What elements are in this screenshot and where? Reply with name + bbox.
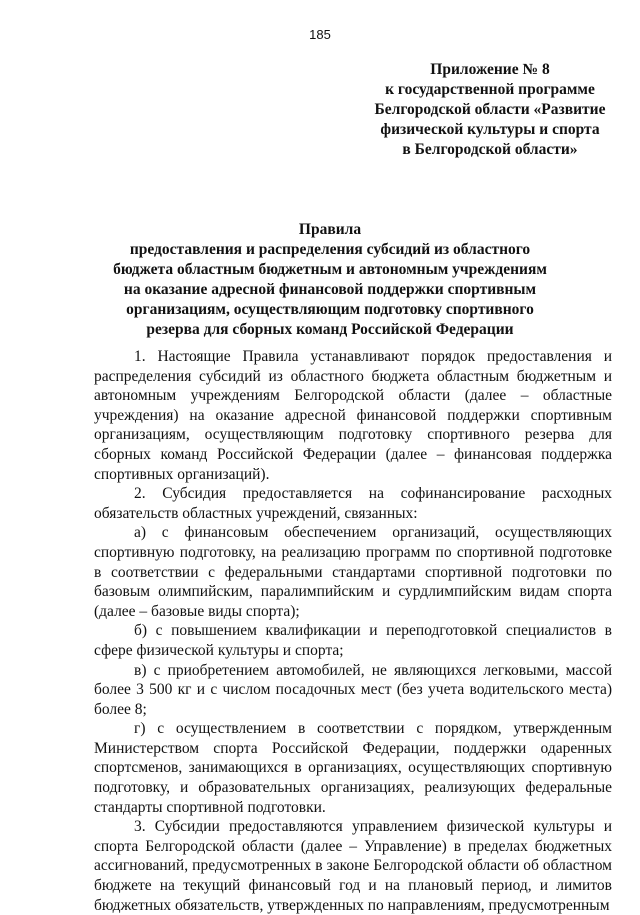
title-line: бюджета областным бюджетным и автономным учреждениям xyxy=(113,261,547,278)
title-line: предоставления и распределения субсидий из областного xyxy=(129,241,531,258)
title-line: на оказание адресной финансовой поддержки спортивным xyxy=(123,281,537,298)
appendix-line: Приложение № 8 xyxy=(430,61,550,78)
title-line: организациям, осуществляющим подготовку спортивного xyxy=(126,301,534,318)
appendix-line: физической культуры и спорта xyxy=(380,121,600,138)
paragraph-2v: в) с приобретением автомобилей, не являющихся легковыми, массой более 3 500 кг и с числом посадочных мест (без учета водительского места) более 8; xyxy=(94,661,612,718)
appendix-line: к государственной программе xyxy=(385,81,595,98)
title-line: резерва для сборных команд Российской Федерации xyxy=(146,321,514,338)
appendix-line: Белгородской области «Развитие xyxy=(374,101,606,118)
document-body xyxy=(94,347,612,915)
paragraph-2a: а) с финансовым обеспечением организаций, осуществляющих спортивную подготовку, на реализацию программ по спортивной подготовке в соответствии с федеральными стандартами спортивной подготовки по базовым олимпийским, паралимпийским и сурдлимпийским видам спорта (далее – базовые виды спорта); xyxy=(94,524,612,620)
title-line: Правила xyxy=(298,221,362,238)
paragraph-2: 2. Субсидия предоставляется на софинансирование расходных обязательств областных учреждений, связанных: xyxy=(94,485,612,522)
paragraph-2b: б) с повышением квалификации и переподготовкой специалистов в сфере физической культуры и спорта; xyxy=(94,622,612,659)
appendix-line: в Белгородской области» xyxy=(402,141,578,158)
paragraph-1: 1. Настоящие Правила устанавливают порядок предоставления и распределения субсидий из областного бюджета областным бюджетным и автономным учреждениям Белгородской области (далее – областные учреждения) на оказание адресной финансовой поддержки спортивным организациям, осуществляющим подготовку спортивного резерва для сборных команд Российской Федерации (далее – финансовая поддержка спортивных организаций). xyxy=(94,348,612,483)
appendix-header xyxy=(360,60,620,160)
paragraph-2g: г) с осуществлением в соответствии с порядком, утвержденным Министерством спорта Российской Федерации, поддержки одаренных спортсменов, занимающихся в организациях, осуществляющих спортивную подготовку, и образовательных организациях, реализующих федеральные стандарты спортивной подготовки. xyxy=(94,720,612,816)
paragraph-3: 3. Субсидии предоставляются управлением физической культуры и спорта Белгородской области (далее – Управление) в пределах бюджетных ассигнований, предусмотренных в законе Белгородской области об областном бюджете на текущий финансовый год и на плановый период, и лимитов бюджетных обязательств, утвержденных по направлениям, предусмотренным xyxy=(94,818,612,914)
page-number: 185 xyxy=(309,27,331,42)
document-title xyxy=(80,220,580,340)
